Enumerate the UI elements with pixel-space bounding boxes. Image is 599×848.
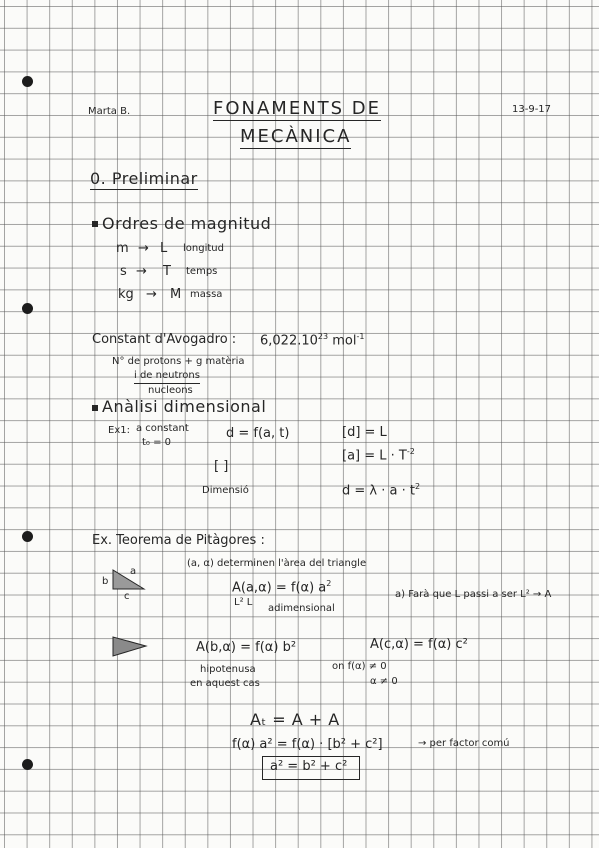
formula-b: A(b,α) = f(α) b² <box>196 640 297 655</box>
quantity-name: longitud <box>183 243 224 254</box>
binder-hole <box>22 76 33 87</box>
page-title-line2: MECÀNICA <box>240 126 352 147</box>
factor-note: → per factor comú <box>418 738 510 749</box>
unit-symbol: kg <box>118 287 134 302</box>
dimension-symbol: L <box>160 241 168 256</box>
author-name: Marta B. <box>88 106 131 117</box>
binder-hole <box>22 303 33 314</box>
bullet <box>92 405 98 411</box>
arrow-icon: → <box>146 287 157 302</box>
example-condition: t₀ = 0 <box>142 437 172 448</box>
dimension-a: $[a] = L \cdot T^{-2}$ <box>342 447 415 464</box>
triangle-label-c: c <box>124 591 130 602</box>
quantity-name: massa <box>190 289 223 300</box>
section-title: 0. Preliminar <box>90 169 198 188</box>
unit-symbol: m <box>116 241 129 256</box>
expanded-equation: f(α) a² = f(α) · [b² + c²] <box>232 737 383 752</box>
dimension-symbol: T <box>163 264 171 279</box>
dimension-brackets: [ ] <box>214 459 229 474</box>
dimensionless-note: adimensional <box>268 603 335 614</box>
avogadro-note-line1: N° de protons + g matèria <box>112 356 245 367</box>
dimensional-heading: Anàlisi dimensional <box>102 397 267 416</box>
avogadro-note-line3: nucleons <box>148 385 193 396</box>
date: 13-9-17 <box>512 104 552 115</box>
triangle-sketch-2 <box>110 634 150 660</box>
area-formula: A(a,α) = f(α) $a^2$ <box>232 579 332 596</box>
side-note: a) Farà que L passi a ser L² → A <box>395 589 552 600</box>
pythagoras-result: a² = b² + c² <box>270 759 348 774</box>
example-condition: a constant <box>136 423 189 434</box>
quantity-name: temps <box>186 266 218 277</box>
area-dimensions: L² L <box>234 597 253 608</box>
binder-hole <box>22 531 33 542</box>
example-label: Ex1: <box>108 425 130 436</box>
avogadro-label: Constant d'Avogadro : <box>92 332 237 347</box>
dimension-d: [d] = L <box>342 425 387 440</box>
arrow-icon: → <box>138 241 149 256</box>
condition: α ≠ 0 <box>370 676 398 687</box>
triangle-label-a: a <box>130 566 137 577</box>
binder-hole <box>22 759 33 770</box>
avogadro-note-line2: i de neutrons <box>134 371 200 384</box>
hypotenuse-note: hipotenusa <box>200 664 256 675</box>
pythagoras-intro: (a, α) determinen l'àrea del triangle <box>187 558 367 569</box>
magnitudes-heading: Ordres de magnitud <box>102 214 272 233</box>
formula-c: A(c,α) = f(α) c² <box>370 637 468 652</box>
dimensional-result: $d = \lambda \cdot a \cdot t^2$ <box>342 482 421 499</box>
page-title-line1: FONAMENTS DE <box>213 98 382 119</box>
dimension-label: Dimensió <box>202 485 249 496</box>
hypotenuse-note: en aquest cas <box>190 678 260 689</box>
dimension-symbol: M <box>170 287 182 302</box>
bullet <box>92 221 98 227</box>
example-formula: d = f(a, t) <box>226 426 290 441</box>
triangle-label-b: b <box>102 576 109 587</box>
unit-symbol: s <box>120 264 127 279</box>
area-sum: Aₜ = A + A <box>250 710 340 729</box>
condition: on f(α) ≠ 0 <box>332 661 387 672</box>
pythagoras-title: Ex. Teorema de Pitàgores : <box>92 533 265 548</box>
avogadro-value: 6,022.10$^{23}$ mol$^{-1}$ <box>260 332 365 349</box>
arrow-icon: → <box>136 264 147 279</box>
